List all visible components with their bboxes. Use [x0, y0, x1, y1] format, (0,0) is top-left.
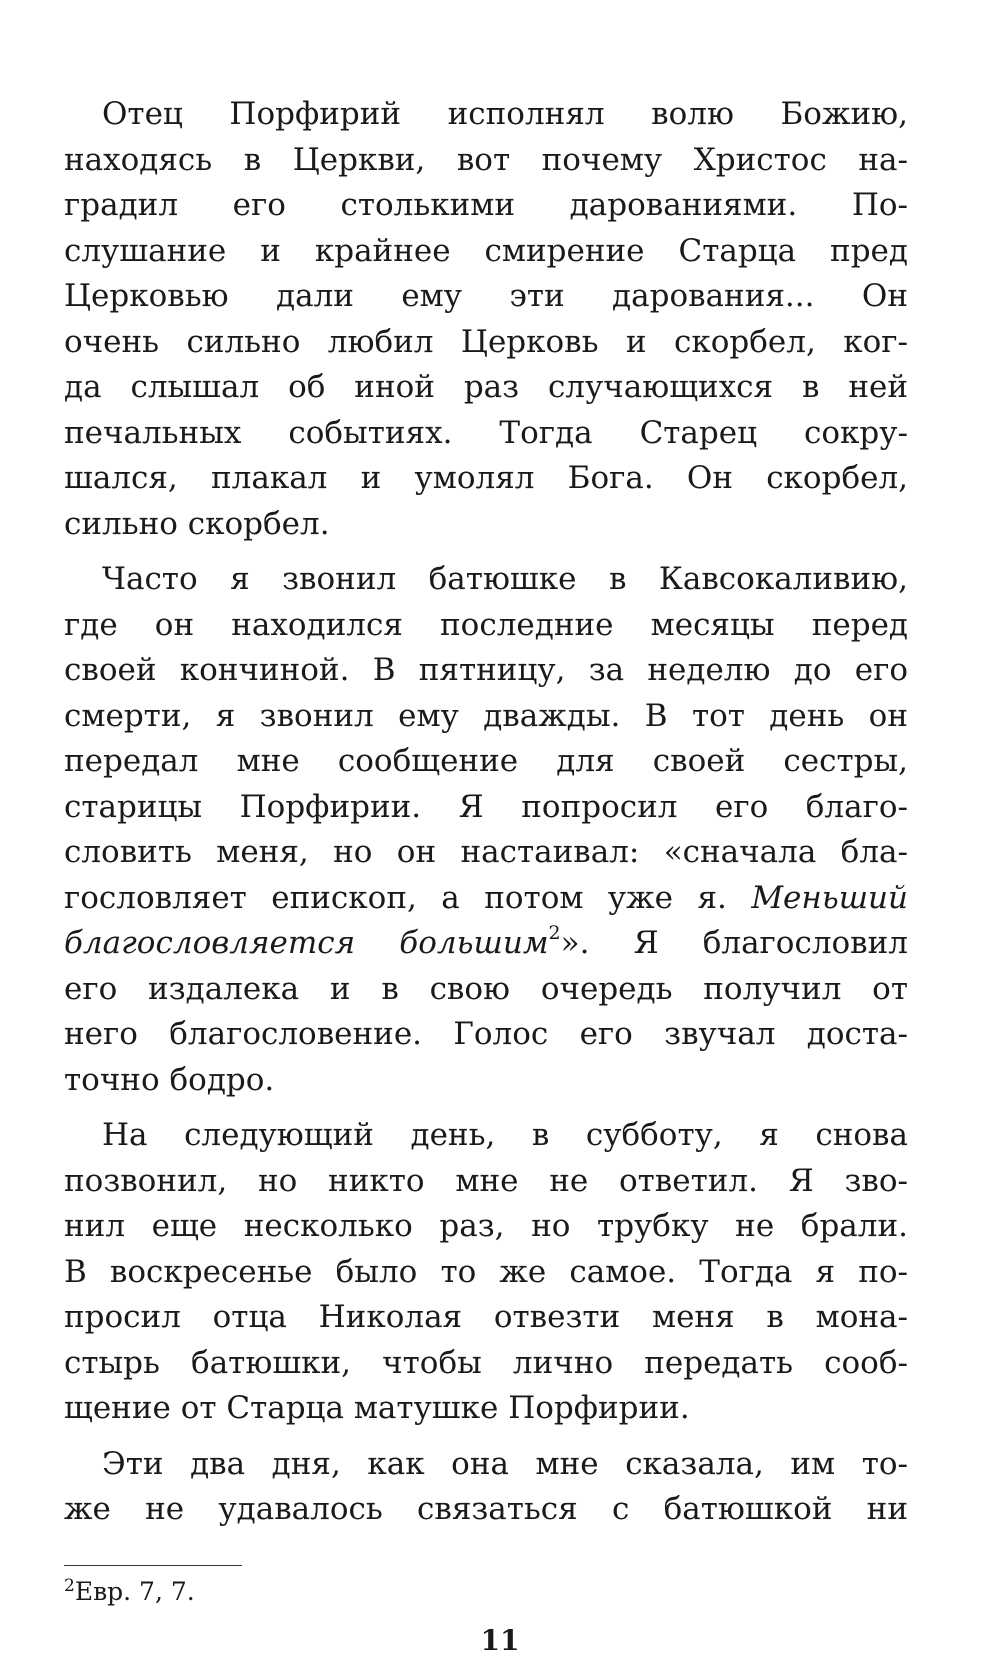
text-line: точно бодро. — [64, 1061, 275, 1098]
scripture-quote: благословляется большим — [64, 925, 549, 961]
scripture-quote: Меньший — [751, 879, 908, 916]
text-line: словить меня, но он настаивал: «сначала бла- — [64, 834, 908, 870]
text-line: градил его столькими дарованиями. По- — [64, 187, 908, 223]
text-line: щение от Старца матушке Порфирии. — [64, 1390, 690, 1426]
text-line: На следующий день, в субботу, я снова — [102, 1117, 908, 1153]
text-line: Часто я звонил батюшке в Кавсокаливию, — [102, 561, 908, 597]
text-line: же не удавалось связаться с батюшкой ни — [64, 1491, 908, 1527]
text-line: находясь в Церкви, вот почему Христос на- — [64, 141, 908, 178]
footnote-text: Евр. 7, 7. — [74, 1577, 195, 1606]
text-line: просил отца Николая отвезти меня в мона- — [64, 1299, 908, 1335]
text-line: гословляет епископ, а потом уже я. Меньший — [64, 879, 908, 916]
text-line: своей кончиной. В пятницу, за неделю до его — [64, 652, 908, 688]
main-text — [64, 92, 908, 1533]
text-line: Отец Порфирий исполнял волю Божию, — [102, 96, 908, 132]
text-line: передал мне сообщение для своей сестры, — [64, 743, 908, 779]
text-line: стырь батюшки, чтобы лично передать сооб- — [64, 1344, 908, 1381]
text-line: смерти, я звонил ему дважды. В тот день он — [64, 697, 908, 734]
text-line: его издалека и в свою очередь получил от — [64, 970, 908, 1007]
text-line: печальных событиях. Тогда Старец сокру- — [64, 414, 908, 451]
text-line: слушание и крайнее смирение Старца пред — [64, 232, 908, 269]
paragraph — [64, 557, 908, 1103]
text-line: сильно скорбел. — [64, 505, 330, 542]
paragraph — [64, 1113, 908, 1432]
text-line: Эти два дня, как она мне сказала, им то- — [102, 1445, 908, 1482]
paragraph — [64, 92, 908, 547]
footnote-mark: 2 — [64, 1576, 75, 1596]
text-line: очень сильно любил Церковь и скорбел, ког- — [64, 323, 908, 360]
text-line: нил еще несколько раз, но трубку не брали. — [64, 1208, 908, 1244]
text-line: благословляется большим$^2$». Я благословил — [64, 922, 908, 961]
text-line: да слышал об иной раз случающихся в ней — [64, 369, 908, 405]
footnote — [64, 1577, 195, 1607]
text-line: него благословение. Голос его звучал доста- — [64, 1016, 908, 1052]
text-line: В воскресенье было то же самое. Тогда я по- — [64, 1253, 908, 1290]
paragraph — [64, 1442, 908, 1533]
text-line: позвонил, но никто мне не ответил. Я зво- — [64, 1162, 908, 1199]
text-line: старицы Порфирии. Я попросил его благо- — [64, 788, 908, 825]
page-number: 11 — [480, 1624, 520, 1657]
footnote-divider — [64, 1565, 242, 1566]
text-line: шался, плакал и умолял Бога. Он скорбел, — [64, 460, 908, 496]
footnote-reference[interactable]: 2 — [548, 922, 561, 944]
text-line: где он находился последние месяцы перед — [64, 606, 908, 643]
text-line: Церковью дали ему эти дарования... Он — [64, 278, 908, 314]
